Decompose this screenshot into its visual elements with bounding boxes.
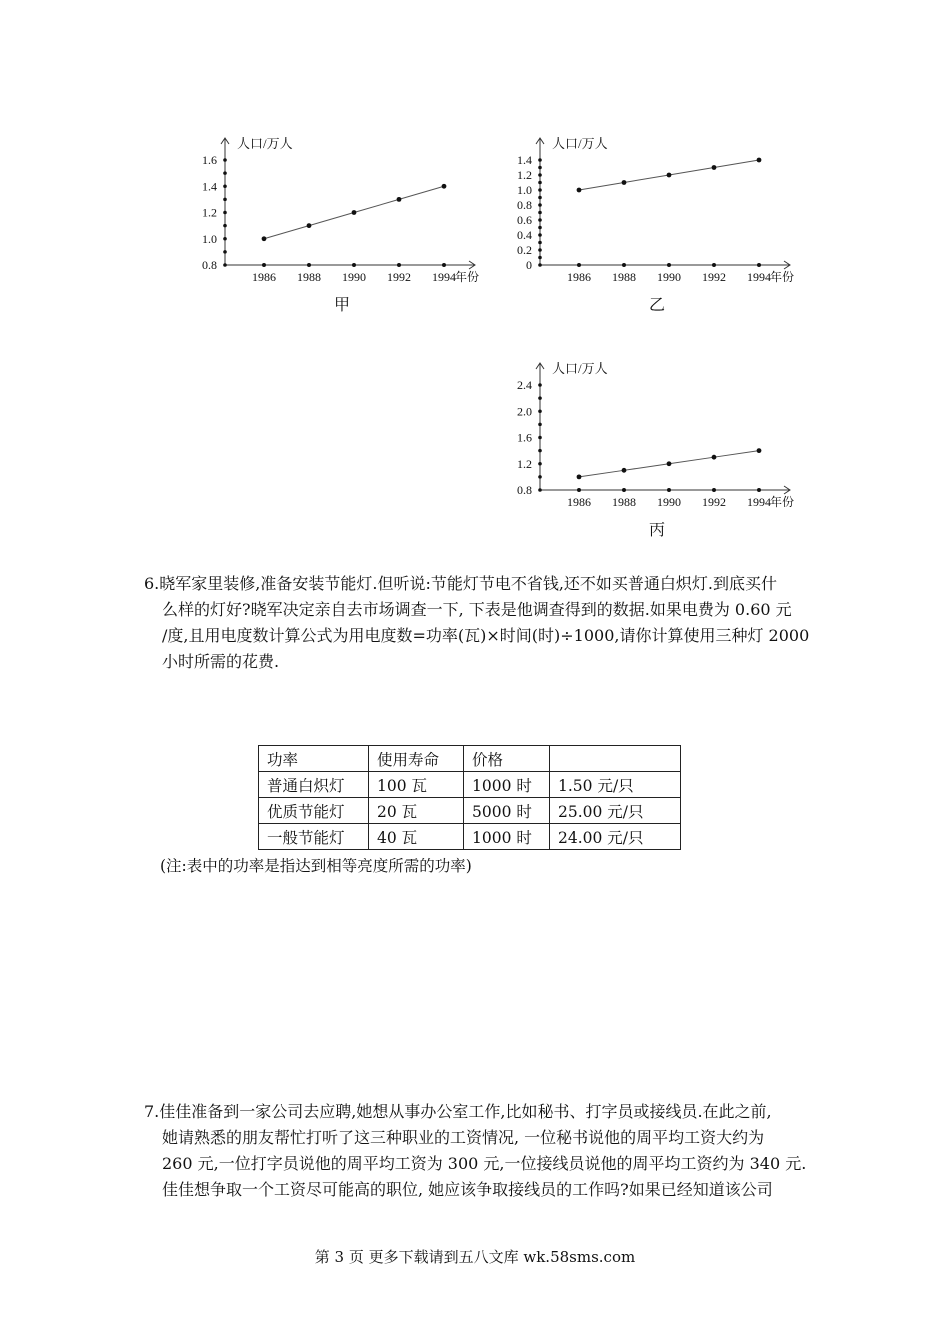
x-axis-label: 年份 [770, 495, 795, 509]
data-point [712, 455, 717, 460]
table-header-row [259, 746, 681, 772]
table-row [259, 798, 681, 824]
x-axis-dot [757, 488, 761, 492]
y-axis-dot [223, 158, 227, 162]
x-axis-dot [622, 488, 626, 492]
y-tick-label: 1.0 [202, 231, 217, 246]
y-axis-dot [223, 171, 227, 175]
x-axis-dot [397, 263, 401, 267]
table-cell: 100 瓦 [369, 772, 464, 798]
x-axis-label: 年份 [455, 270, 480, 284]
y-axis-dot [538, 188, 542, 192]
data-point [262, 236, 267, 241]
x-tick-label: 1992 [702, 495, 726, 509]
y-tick-label: 1.2 [517, 456, 532, 471]
x-axis-dot [352, 263, 356, 267]
y-tick-label: 0.6 [517, 213, 532, 227]
table-header-cell: 价格 [464, 746, 550, 772]
y-axis-dot [538, 488, 542, 492]
table-header-cell: 功率 [259, 746, 369, 772]
problem-7-line: 260 元,一位打字员说他的周平均工资为 300 元,一位接线员说他的周平均工资约为 340 元. [162, 1154, 807, 1173]
y-tick-label: 1.6 [517, 430, 532, 445]
table-cell: 20 瓦 [369, 798, 464, 824]
y-tick-label: 0.2 [517, 243, 532, 257]
problem-7-line: 她请熟悉的朋友帮忙打听了这三种职业的工资情况, 一位秘书说他的周平均工资大约为 [162, 1128, 765, 1147]
y-axis-dot [538, 383, 542, 387]
problem-6-line: 6.晓军家里装修,准备安装节能灯.但听说:节能灯节电不省钱,还不如买普通白炽灯.到底买什 [144, 574, 778, 593]
page-footer: 第 3 页 更多下载请到五八文库 wk.58sms.com [314, 1248, 636, 1266]
table-row [259, 824, 681, 850]
y-axis-dot [538, 181, 542, 185]
table-row [259, 772, 681, 798]
x-axis-dot [262, 263, 266, 267]
problem-6 [144, 571, 812, 675]
x-tick-label: 1990 [657, 495, 681, 509]
table-header-cell: 使用寿命 [369, 746, 464, 772]
x-tick-label: 1988 [612, 495, 636, 509]
table-cell: 40 瓦 [369, 824, 464, 850]
y-tick-label: 1.2 [202, 205, 217, 220]
y-axis-dot [538, 248, 542, 252]
x-tick-label: 1986 [567, 495, 591, 509]
data-point [307, 223, 312, 228]
table-cell: 5000 时 [464, 798, 550, 824]
y-axis-dot [538, 462, 542, 466]
y-tick-label: 0.8 [517, 198, 532, 212]
y-axis-dot [538, 211, 542, 215]
y-tick-label: 2.4 [517, 378, 532, 392]
y-axis-dot [538, 203, 542, 207]
y-axis-dot [538, 256, 542, 260]
y-axis-dot [223, 250, 227, 254]
table-header-cell [550, 746, 681, 772]
x-tick-label: 1994 [747, 495, 771, 509]
x-axis-dot [667, 488, 671, 492]
y-axis-dot [538, 396, 542, 400]
data-point [352, 210, 357, 215]
table-cell: 优质节能灯 [259, 798, 369, 824]
x-tick-label: 1986 [567, 270, 591, 284]
y-tick-label: 1.4 [202, 179, 217, 194]
x-axis-dot [712, 488, 716, 492]
y-tick-label: 0 [526, 258, 532, 272]
y-axis-dot [223, 224, 227, 228]
x-axis-dot [577, 488, 581, 492]
data-point [757, 158, 762, 163]
y-tick-label: 1.0 [517, 183, 532, 197]
y-axis-dot [538, 449, 542, 453]
y-axis-dot [538, 475, 542, 479]
y-axis-dot [538, 436, 542, 440]
x-tick-label: 1992 [702, 270, 726, 284]
chart-bing [505, 355, 815, 545]
y-axis-dot [538, 233, 542, 237]
y-axis-dot [538, 263, 542, 267]
y-axis-dot [223, 198, 227, 202]
problem-6-line: /度,且用电度数计算公式为用电度数=功率(瓦)×时间(时)÷1000,请你计算使用三种灯 2000 [162, 626, 810, 645]
problem-6-line: 么样的灯好?晓军决定亲自去市场调查一下, 下表是他调查得到的数据.如果电费为 0.60 元 [162, 600, 792, 619]
y-tick-label: 0.4 [517, 228, 532, 242]
table-cell: 一般节能灯 [259, 824, 369, 850]
y-tick-label: 2.0 [517, 404, 532, 419]
y-tick-label: 1.6 [202, 153, 217, 167]
table-cell: 25.00 元/只 [550, 798, 681, 824]
x-tick-label: 1986 [252, 270, 276, 284]
x-tick-label: 1994 [747, 270, 771, 284]
data-point [712, 165, 717, 170]
data-point [622, 180, 627, 185]
x-tick-label: 1990 [657, 270, 681, 284]
y-axis-dot [538, 218, 542, 222]
chart-caption: 甲 [333, 297, 351, 314]
y-axis-dot [538, 423, 542, 427]
y-axis-label: 人口/万人 [552, 361, 608, 376]
x-axis-dot [577, 263, 581, 267]
x-axis-dot [712, 263, 716, 267]
y-axis-dot [538, 241, 542, 245]
x-axis-dot [622, 263, 626, 267]
y-axis-dot [223, 211, 227, 215]
y-tick-label: 0.8 [517, 483, 532, 497]
table-note: (注:表中的功率是指达到相等亮度所需的功率) [160, 857, 472, 875]
y-axis-dot [223, 263, 227, 267]
y-tick-label: 0.8 [202, 258, 217, 272]
x-tick-label: 1990 [342, 270, 366, 284]
data-point [667, 461, 672, 466]
data-point [667, 173, 672, 178]
problem-7 [144, 1099, 812, 1203]
y-tick-label: 1.4 [517, 153, 532, 167]
x-tick-label: 1988 [612, 270, 636, 284]
x-tick-label: 1992 [387, 270, 411, 284]
data-point [757, 448, 762, 453]
x-tick-label: 1994 [432, 270, 456, 284]
chart-yi [505, 130, 815, 320]
data-point [442, 184, 447, 189]
y-axis-dot [538, 196, 542, 200]
problem-7-line: 佳佳想争取一个工资尽可能高的职位, 她应该争取接线员的工作吗?如果已经知道该公司 [162, 1180, 773, 1199]
table-cell: 普通白炽灯 [259, 772, 369, 798]
y-axis-dot [538, 166, 542, 170]
y-axis-dot [538, 409, 542, 413]
chart-caption: 丙 [648, 522, 666, 539]
x-axis-dot [442, 263, 446, 267]
y-axis-label: 人口/万人 [237, 136, 293, 151]
y-axis-dot [538, 158, 542, 162]
y-axis-dot [223, 237, 227, 241]
problem-7-line: 7.佳佳准备到一家公司去应聘,她想从事办公室工作,比如秘书、打字员或接线员.在此之前, [144, 1102, 772, 1121]
table-cell: 1000 时 [464, 824, 550, 850]
table-cell: 1.50 元/只 [550, 772, 681, 798]
y-axis-dot [223, 184, 227, 188]
y-axis-label: 人口/万人 [552, 136, 608, 151]
table-cell: 1000 时 [464, 772, 550, 798]
data-point [577, 188, 582, 193]
data-point [622, 468, 627, 473]
x-axis-dot [667, 263, 671, 267]
x-axis-label: 年份 [770, 270, 795, 284]
data-point [577, 474, 582, 479]
data-point [397, 197, 402, 202]
table-cell: 24.00 元/只 [550, 824, 681, 850]
x-tick-label: 1988 [297, 270, 321, 284]
y-tick-label: 1.2 [517, 168, 532, 182]
lamp-data-table [258, 745, 681, 850]
x-axis-dot [307, 263, 311, 267]
chart-caption: 乙 [648, 297, 666, 314]
y-axis-dot [538, 173, 542, 177]
x-axis-dot [757, 263, 761, 267]
y-axis-dot [538, 226, 542, 230]
problem-6-line: 小时所需的花费. [162, 652, 280, 671]
chart-jia [190, 130, 500, 320]
